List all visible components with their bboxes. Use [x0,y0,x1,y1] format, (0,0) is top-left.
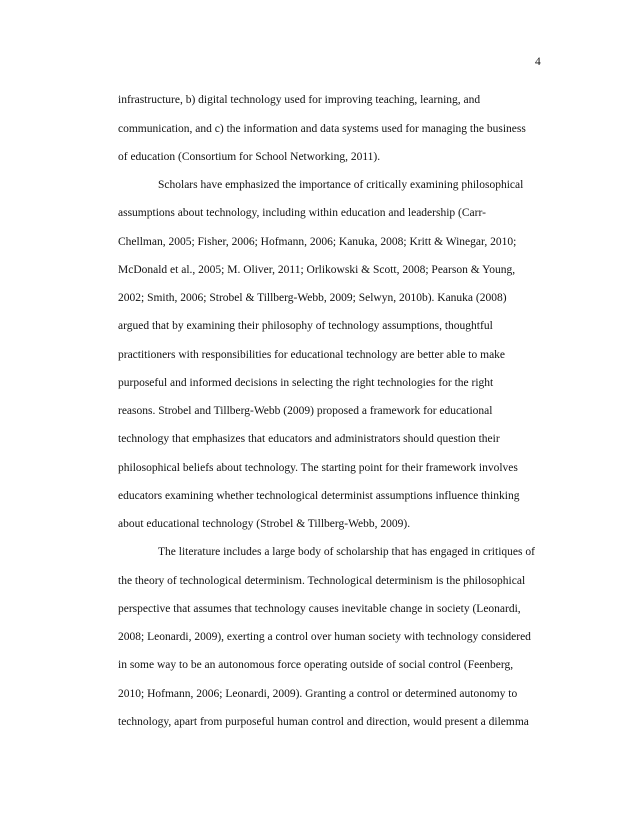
text-line: philosophical beliefs about technology. The starting point for their framework involves [118,462,518,474]
text-line: argued that by examining their philosophy of technology assumptions, thoughtful [118,320,493,332]
text-line: educators examining whether technological determinist assumptions influence thinking [118,490,520,502]
text-line: 2002; Smith, 2006; Strobel & Tillberg-Webb, 2009; Selwyn, 2010b). Kanuka (2008) [118,292,507,304]
text-line: 2010; Hofmann, 2006; Leonardi, 2009). Granting a control or determined autonomy to [118,688,518,700]
text-line: McDonald et al., 2005; M. Oliver, 2011; Orlikowski & Scott, 2008; Pearson & Young, [118,264,516,276]
text-line: Chellman, 2005; Fisher, 2006; Hofmann, 2006; Kanuka, 2008; Kritt & Winegar, 2010; [118,236,517,248]
text-line: practitioners with responsibilities for educational technology are better able to make [118,349,506,361]
text-line: technology, apart from purposeful human control and direction, would present a dilemma [118,716,529,728]
text-line: reasons. Strobel and Tillberg-Webb (2009) proposed a framework for educational [118,405,493,417]
text-line: communication, and c) the information and data systems used for managing the business [118,123,526,135]
text-line: technology that emphasizes that educators and administrators should question their [118,433,500,445]
text-line: infrastructure, b) digital technology used for improving teaching, learning, and [118,94,481,106]
text-line: perspective that assumes that technology causes inevitable change in society (Leonardi, [118,603,521,615]
text-line: of education (Consortium for School Networking, 2011). [118,151,381,163]
page-number: 4 [535,56,541,68]
text-line: assumptions about technology, including within education and leadership (Carr- [118,207,486,219]
text-line: Scholars have emphasized the importance of critically examining philosophical [158,179,524,191]
text-line: the theory of technological determinism. Technological determinism is the philosophical [118,575,526,587]
text-line: The literature includes a large body of scholarship that has engaged in critiques of [158,546,535,558]
text-line: 2008; Leonardi, 2009), exerting a control over human society with technology considered [118,631,531,643]
text-line: about educational technology (Strobel & Tillberg-Webb, 2009). [118,518,411,530]
text-line: in some way to be an autonomous force operating outside of social control (Feenberg, [118,659,514,671]
text-line: purposeful and informed decisions in selecting the right technologies for the right [118,377,494,389]
